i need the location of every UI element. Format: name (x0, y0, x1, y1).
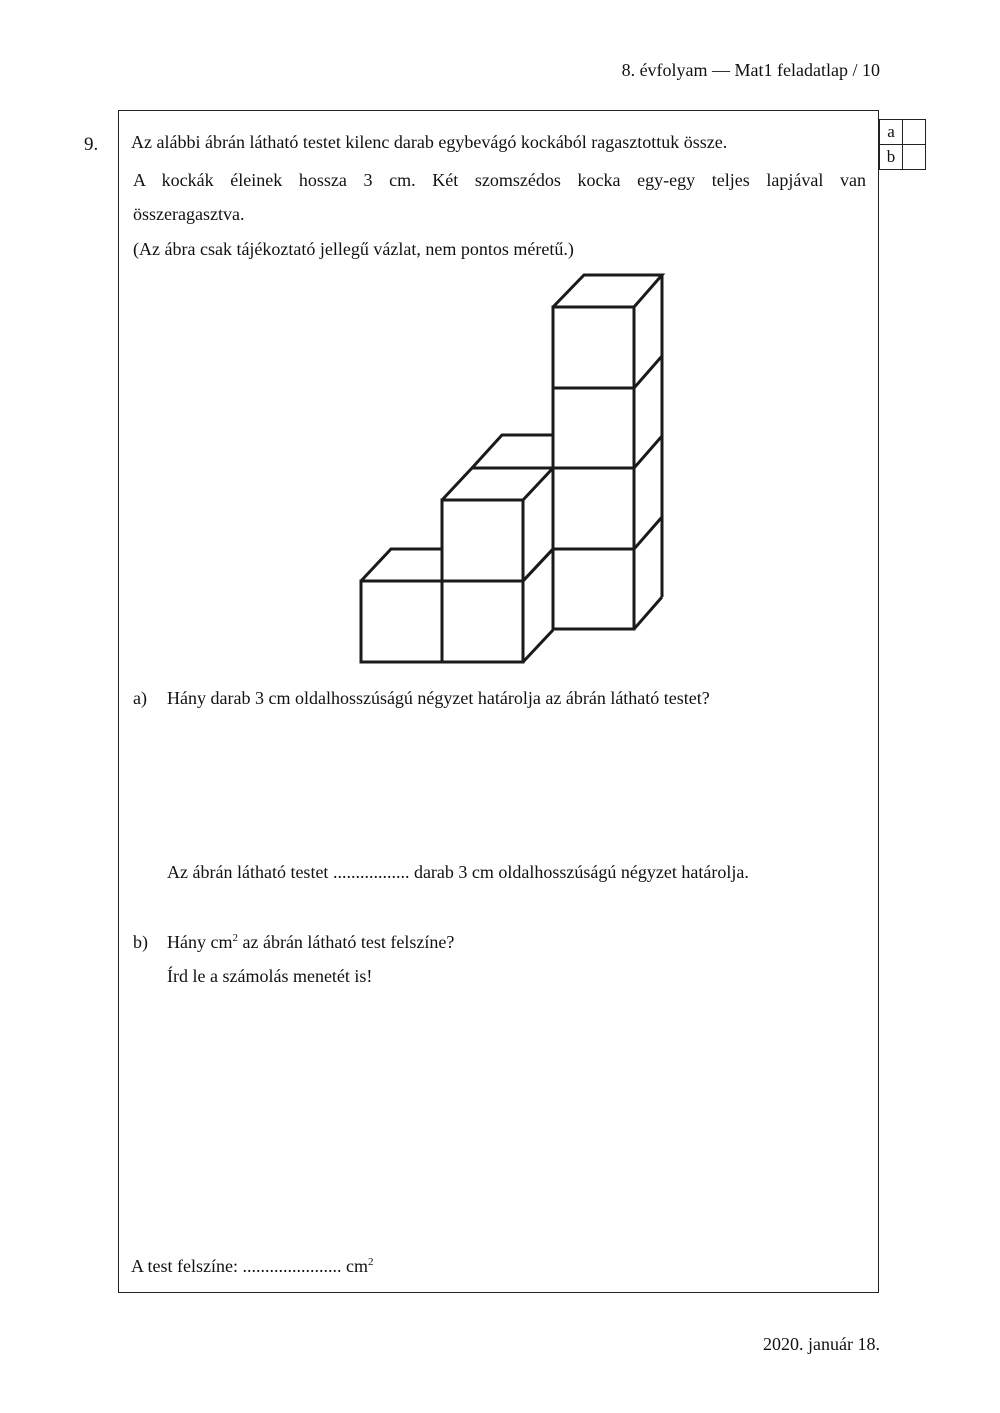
score-cell-a[interactable] (903, 120, 926, 145)
intro-line-3: összeragasztva. (133, 204, 245, 224)
part-b-answer-line (131, 1256, 373, 1277)
score-table (879, 119, 926, 170)
cube-front-face (361, 581, 442, 662)
cube-stack-figure (355, 268, 675, 673)
part-a-answer-line (167, 862, 749, 883)
cube-front-face (442, 581, 523, 662)
part-a-answer-blank[interactable]: ................. (332, 862, 410, 882)
part-b-instruction: Írd le a számolás menetét is! (167, 966, 373, 986)
figure-note: (Az ábra csak tájékoztató jellegű vázlat, nem pontos méretű.) (133, 239, 574, 259)
part-b-label: b) (133, 932, 148, 952)
part-b-answer-label: A test felszíne: (131, 1256, 238, 1276)
page-header: 8. évfolyam — Mat1 feladatlap / 10 (621, 60, 880, 80)
intro-line-1: Az alábbi ábrán látható testet kilenc darab egybevágó kockából ragasztottuk össze. (131, 132, 728, 152)
part-b-answer-blank[interactable]: ...................... (242, 1256, 342, 1276)
part-b-question-sup: 2 (232, 932, 238, 944)
page-footer-date: 2020. január 18. (763, 1334, 880, 1354)
part-a-answer-before: Az ábrán látható testet (167, 862, 329, 882)
part-b-answer-unit-sup: 2 (367, 1256, 374, 1268)
score-cell-b[interactable] (903, 145, 926, 170)
part-b-question-before: Hány cm (167, 932, 233, 952)
part-a-label: a) (133, 688, 147, 708)
part-a-answer-after: darab 3 cm oldalhosszúságú négyzet határolja. (413, 862, 749, 882)
part-b-question (167, 932, 454, 953)
part-b-question-after: az ábrán látható test felszíne? (242, 932, 455, 952)
part-b-answer-unit: cm (345, 1256, 368, 1276)
part-a-question: Hány darab 3 cm oldalhosszúságú négyzet határolja az ábrán látható testet? (167, 688, 710, 708)
cube-front-face (442, 500, 523, 581)
score-label-a: a (880, 120, 903, 145)
intro-line-2: A kockák éleinek hossza 3 cm. Két szomszédos kocka egy-egy teljes lapjával van (133, 170, 866, 190)
score-label-b: b (880, 145, 903, 170)
task-number: 9. (84, 134, 99, 155)
